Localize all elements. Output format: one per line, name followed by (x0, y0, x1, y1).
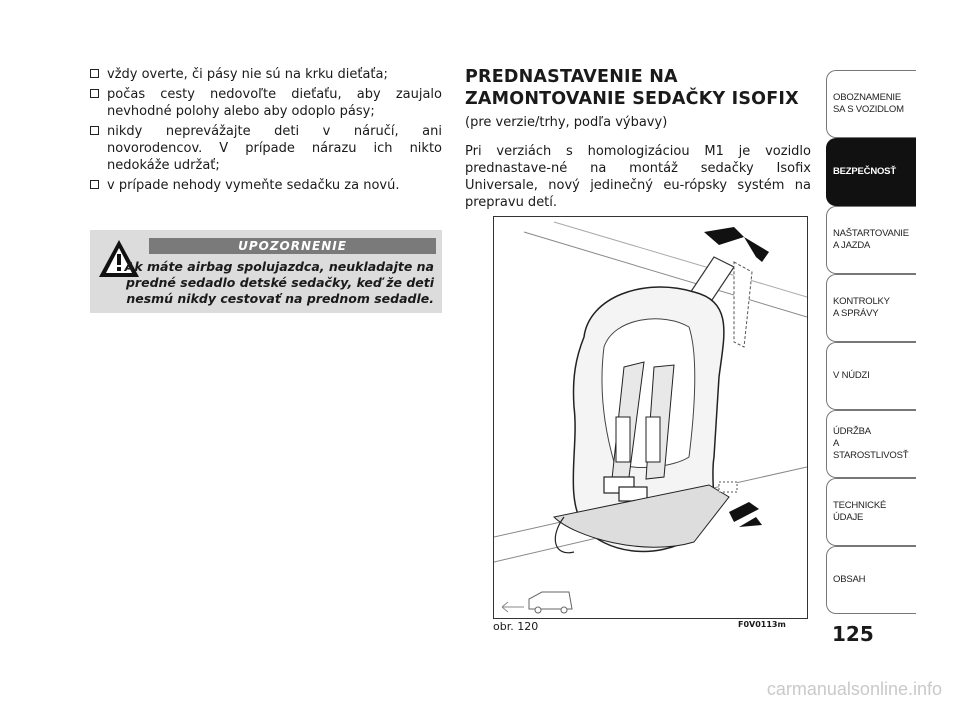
chapter-tabs (826, 70, 916, 614)
bullet-item: nikdy neprevážajte deti v náručí, ani novorodencov. V prípade nárazu ich nikto nedokáže udržať; (90, 123, 442, 174)
figure-caption: obr. 120 (493, 620, 539, 633)
bullet-item: vždy overte, či pásy nie sú na krku dieťaťa; (90, 66, 442, 83)
tab-udrzba[interactable]: ÚDRŽBA A STAROSTLIVOSŤ (826, 410, 916, 478)
page-number: 125 (832, 622, 874, 646)
tab-v-nudzi[interactable]: V NÚDZI (826, 342, 916, 410)
bullet-item: v prípade nehody vymeňte sedačku za novú. (90, 177, 442, 194)
child-seat-illustration (494, 217, 807, 618)
tab-oboznamenie[interactable]: OBOZNAMENIE SA S VOZIDLOM (826, 70, 916, 138)
figure-code: F0V0113m (738, 620, 786, 629)
isofix-child-seat-figure (493, 216, 808, 619)
watermark: carmanualsonline.info (766, 679, 942, 699)
vehicle-direction-icon (502, 592, 572, 613)
bullet-item: počas cesty nedovoľte dieťaťu, aby zaujalo nevhodné polohy alebo aby odoplo pásy; (90, 86, 442, 120)
section-paragraph: Pri verziách s homologizáciou M1 je vozidlo prednastave-né na montáž sedačky Isofix Universale, nový jedinečný eu-rópsky systém na prepravu detí. (465, 144, 811, 210)
warning-box (90, 230, 442, 313)
warning-header: UPOZORNENIE (149, 238, 436, 254)
tab-technicke-udaje[interactable]: TECHNICKÉ ÚDAJE (826, 478, 916, 546)
safety-bullet-list (90, 66, 442, 197)
tab-nastartovanie[interactable]: NAŠTARTOVANIE A JAZDA (826, 206, 916, 274)
section-title: PREDNASTAVENIE NA ZAMONTOVANIE SEDAČKY ISOFIX (465, 67, 799, 109)
tab-kontrolky[interactable]: KONTROLKY A SPRÁVY (826, 274, 916, 342)
tab-obsah[interactable]: OBSAH (826, 546, 916, 614)
tab-bezpecnost[interactable]: BEZPEČNOSŤ (826, 138, 916, 206)
section-subtitle: (pre verzie/trhy, podľa výbavy) (465, 115, 668, 130)
warning-text: Ak máte airbag spolujazdca, neukladajte na predné sedadlo detské sedačky, keď že deti nesmú nikdy cestovať na prednom sedadle. (124, 259, 434, 306)
isofix-section (465, 66, 811, 211)
